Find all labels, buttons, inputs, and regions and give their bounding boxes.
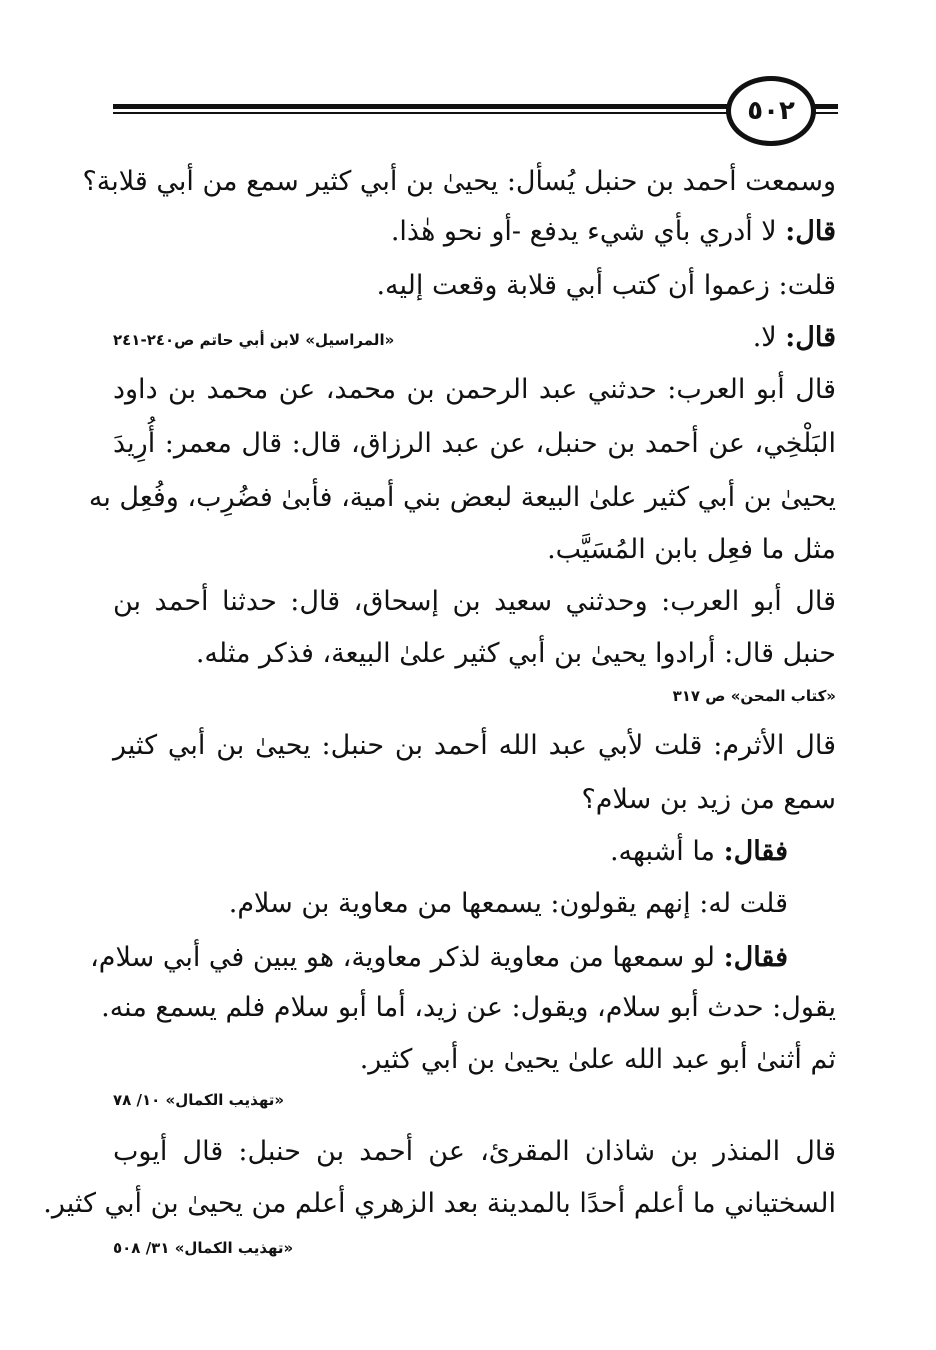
page-number: ٥٠٢: [726, 76, 816, 146]
line-text: وسمعت أحمد بن حنبل يُسأل: يحيىٰ بن أبي كثير سمع من أبي قلابة؟: [82, 166, 836, 197]
text-line: [113, 832, 788, 872]
line-text: قلت له: إنهم يقولون: يسمعها من معاوية بن سلام.: [228, 888, 788, 919]
text-line: [113, 370, 836, 410]
text-line: [113, 780, 836, 820]
text-line: [88, 478, 836, 518]
text-line: [82, 162, 836, 202]
line-text: قال الأثرم: قلت لأبي عبد الله أحمد بن حنبل: يحيىٰ بن أبي كثير: [113, 730, 836, 761]
text-line: [43, 1184, 836, 1224]
line-text: يقول: حدث أبو سلام، ويقول: عن زيد، أما أبو سلام فلم يسمع منه.: [101, 992, 836, 1023]
line-text: قال أبو العرب: وحدثني سعيد بن إسحاق، قال: حدثنا أحمد بن: [113, 586, 836, 617]
line-text: ثم أثنىٰ أبو عبد الله علىٰ يحيىٰ بن أبي كثير.: [359, 1044, 836, 1075]
source-citation: «المراسيل» لابن أبي حاتم ص٢٤٠-٢٤١: [113, 331, 395, 349]
line-text: البَلْخِي، عن أحمد بن حنبل، عن عبد الرزاق، قال: قال معمر: أُرِيدَ: [113, 428, 836, 459]
line-text: مثل ما فعِل بابن المُسَيَّب.: [547, 534, 836, 565]
source-citation: «كتاب المحن» ص ٣١٧: [672, 687, 836, 705]
text-line: [113, 884, 788, 924]
line-text: قلت: زعموا أن كتب أبي قلابة وقعت إليه.: [376, 270, 836, 301]
text-line: [113, 530, 836, 570]
text-line: [113, 1040, 836, 1080]
line-text: حنبل قال: أرادوا يحيىٰ بن أبي كثير علىٰ البيعة، فذكر مثله.: [195, 638, 836, 669]
line-text: قال المنذر بن شاذان المقرئ، عن أحمد بن حنبل: قال أيوب: [113, 1136, 836, 1167]
speaker-label: قال:: [785, 216, 836, 247]
text-line: [113, 266, 836, 306]
source-citation: «تهذيب الكمال» ٣١/ ٥٠٨: [113, 1239, 294, 1257]
speaker-label: فقال:: [723, 942, 788, 973]
text-line: [113, 212, 836, 252]
line-text: يحيىٰ بن أبي كثير علىٰ البيعة لبعض بني أمية، فأبىٰ فضُرِب، وفُعِل به: [88, 482, 836, 513]
text-line: [113, 582, 836, 622]
line-text: لا.: [752, 322, 786, 353]
line-text: قال أبو العرب: حدثني عبد الرحمن بن محمد، عن محمد بن داود: [113, 374, 836, 405]
source-citation: «تهذيب الكمال» ١٠/ ٧٨: [113, 1091, 285, 1109]
text-line: [90, 938, 788, 978]
speaker-label: فقال:: [723, 836, 788, 867]
text-line: [113, 1132, 836, 1172]
line-text: السختياني ما أعلم أحدًا بالمدينة بعد الزهري أعلم من يحيىٰ بن أبي كثير.: [43, 1188, 836, 1219]
speaker-label: قال:: [785, 322, 836, 353]
line-text: ما أشبهه.: [609, 836, 724, 867]
line-text: لو سمعها من معاوية لذكر معاوية، هو يبين في أبي سلام،: [90, 942, 724, 973]
text-line: [113, 424, 836, 464]
text-line: [101, 988, 836, 1028]
line-text: سمع من زيد بن سلام؟: [581, 784, 836, 815]
text-line: [113, 726, 836, 766]
line-text: لا أدري بأي شيء يدفع -أو نحو هٰذا.: [390, 216, 786, 247]
text-line: [113, 634, 836, 674]
